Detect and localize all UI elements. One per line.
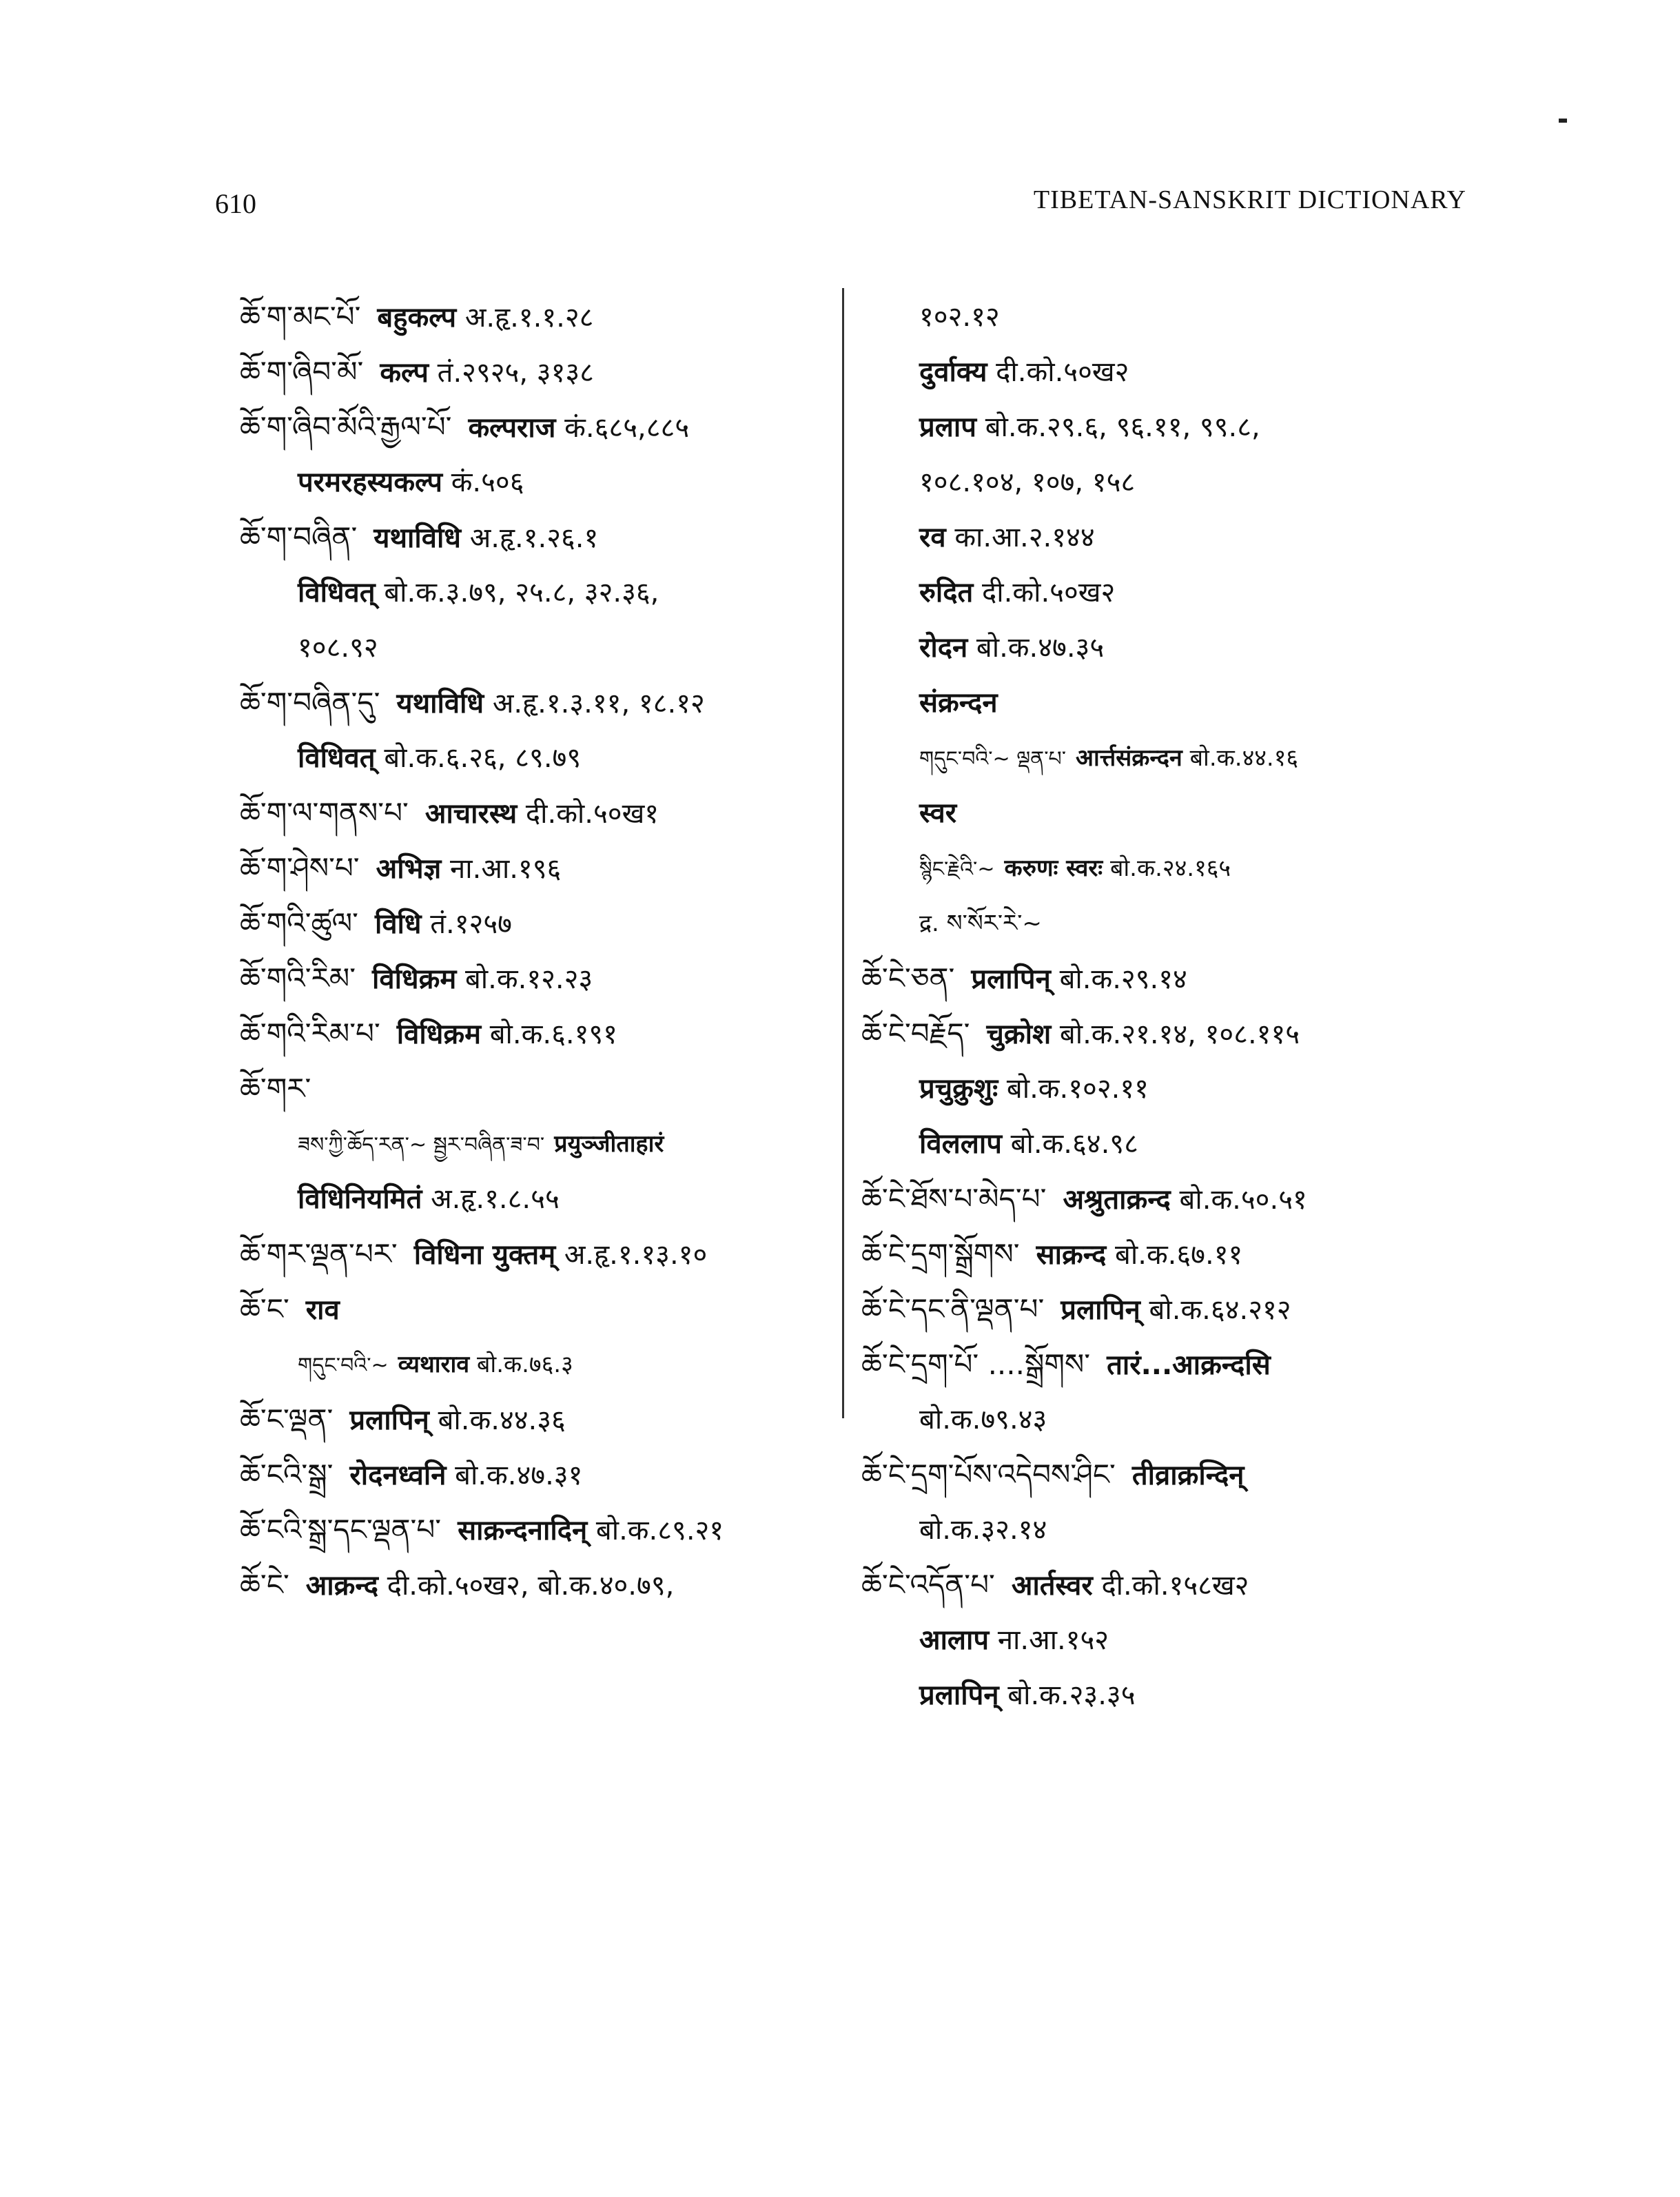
cross-reference: द्र. ས་སོར་རེ་~ <box>919 910 1042 937</box>
tibetan-headword: ཆོ་ང་ལྡན་ <box>240 1402 334 1436</box>
sanskrit-equivalent: प्रचुक्रुशुः <box>919 1073 998 1105</box>
entry-line <box>861 675 1482 730</box>
source-reference: बो.क.६४.२१२ <box>1149 1294 1291 1326</box>
source-reference: अ.हृ.१.८.५५ <box>431 1183 560 1215</box>
entry-line <box>861 1392 1482 1447</box>
source-reference: बो.क.७६.३ <box>476 1351 573 1378</box>
entry-line <box>861 565 1482 620</box>
sanskrit-equivalent: तीव्राक्रन्दिन् <box>1131 1460 1244 1491</box>
sanskrit-equivalent: कल्प <box>380 357 429 389</box>
sanskrit-equivalent: कल्पराज <box>468 412 556 444</box>
source-reference: बो.क.१०२.११ <box>1006 1073 1149 1105</box>
page-number: 610 <box>215 188 256 219</box>
tibetan-headword: ཆོ་གའི་རིམ་ <box>240 961 356 995</box>
entry-line <box>240 1557 832 1613</box>
sanskrit-equivalent: अश्रुताक्रन्द <box>1063 1184 1171 1216</box>
tibetan-headword: ཆོ་ངའི་སྒྲ་ <box>240 1458 334 1491</box>
tibetan-headword: ཆོ་གའི་རིམ་པ་ <box>240 1016 380 1050</box>
entry-line <box>861 1447 1482 1502</box>
entry-line <box>240 730 832 786</box>
source-reference: अ.हृ.१.१३.१० <box>564 1239 708 1271</box>
source-reference: बो.क.२३.३५ <box>1007 1679 1136 1711</box>
sanskrit-equivalent: आक्रन्द <box>305 1570 378 1602</box>
entry-line <box>240 400 832 455</box>
sanskrit-equivalent: आलाप <box>919 1624 990 1656</box>
sanskrit-equivalent: प्रलापिन् <box>1061 1294 1140 1326</box>
tibetan-headword: ཆོ་ངེ་དང་ནི་ལྡན་པ་ <box>861 1292 1045 1326</box>
tibetan-headword: ཆོ་ངེ་ <box>240 1568 289 1602</box>
sanskrit-equivalent: आचारस्थ <box>424 798 518 830</box>
sanskrit-equivalent: चुक्रोश <box>986 1019 1052 1050</box>
source-reference: बो.क.२९.६, ९६.११, ९९.८, <box>985 411 1260 443</box>
sanskrit-equivalent: विधिक्रम <box>372 963 457 995</box>
source-reference: बो.क.२१.१४, १०८.११५ <box>1059 1019 1300 1050</box>
entry-line <box>240 786 832 841</box>
source-reference: बो.क.२४.१६५ <box>1109 855 1231 882</box>
sanskrit-equivalent: प्रलापिन् <box>971 963 1051 995</box>
sanskrit-equivalent: विधिवत् <box>298 742 376 774</box>
entry-line <box>861 1172 1482 1227</box>
tibetan-headword: ཆོ་ག་ཞིབ་མོ་ <box>240 355 364 389</box>
source-reference: बो.क.४७.३१ <box>455 1460 583 1491</box>
tibetan-headword: ཆོ་ངེ་དྲག་པོས་འདེབས་ཤིང་ <box>861 1458 1116 1491</box>
source-reference: बो.क.४४.१६ <box>1189 744 1299 772</box>
sanskrit-equivalent: विललाप <box>919 1128 1002 1160</box>
tibetan-headword: ཆོ་གར་ <box>240 1072 311 1105</box>
left-column <box>240 289 832 1613</box>
tibetan-headword: ཆོ་ངེ་དྲག་པོ་ ....སྒྲོགས་ <box>861 1347 1091 1381</box>
scan-mark <box>1559 119 1567 123</box>
source-reference: बो.क.५०.५१ <box>1179 1184 1307 1216</box>
entry-line <box>861 620 1482 675</box>
source-reference: कं.५०६ <box>451 467 524 498</box>
entry-line <box>240 675 832 730</box>
entry-line <box>861 289 1482 345</box>
sanskrit-equivalent: अभिज्ञ <box>376 853 442 885</box>
entry-line <box>240 1502 832 1557</box>
source-reference: बो.क.६.१९१ <box>489 1019 617 1050</box>
entry-line <box>240 841 832 896</box>
entry-line <box>861 1613 1482 1668</box>
entry-line <box>861 1502 1482 1557</box>
sanskrit-equivalent: प्रलाप <box>919 411 976 443</box>
tibetan-headword: ཆོ་ག་ལ་གནས་པ་ <box>240 796 409 830</box>
tibetan-phrase: ཟས་ཀྱི་ཆོད་རན་~ སྦྱར་བཞིན་ཟ་བ་ <box>298 1133 545 1157</box>
entry-line <box>861 1668 1482 1723</box>
sanskrit-equivalent: परमरहस्यकल्प <box>298 467 442 498</box>
source-reference: बो.क.१२.२३ <box>464 963 593 995</box>
entry-line <box>861 1557 1482 1613</box>
tibetan-headword: ཆོ་ངའི་སྒྲ་དང་ལྡན་པ་ <box>240 1513 442 1546</box>
tibetan-headword: ཆོ་ངེ་བརྗོད་ <box>861 1016 970 1050</box>
entry-line <box>861 1116 1482 1172</box>
entry-line <box>240 565 832 620</box>
entry-line <box>240 345 832 400</box>
source-reference: अ.हृ.१.३.११, १८.१२ <box>492 688 705 719</box>
entry-line <box>861 1337 1482 1392</box>
source-reference: बो.क.६४.९८ <box>1010 1128 1138 1160</box>
sanskrit-equivalent: व्यथाराव <box>398 1351 470 1378</box>
sanskrit-equivalent: राव <box>305 1294 340 1326</box>
entry-line <box>240 1227 832 1282</box>
sanskrit-equivalent: विधिना युक्तम् <box>413 1239 556 1271</box>
sanskrit-equivalent: विधिक्रम <box>396 1019 481 1050</box>
sanskrit-equivalent: संक्रन्दन <box>919 687 998 719</box>
source-reference: ना.आ.१५२ <box>997 1624 1109 1656</box>
tibetan-headword: ཆོ་ངེ་ཐོས་པ་མེད་པ་ <box>861 1182 1047 1216</box>
entry-line <box>240 1006 832 1061</box>
source-reference: दी.को.५०ख२ <box>996 356 1129 388</box>
sanskrit-equivalent: आर्त्तसंक्रन्दन <box>1076 744 1182 772</box>
source-reference: १०२.१२ <box>919 301 1000 333</box>
sanskrit-equivalent: प्रलापिन् <box>349 1404 429 1436</box>
entry-line <box>240 289 832 345</box>
tibetan-phrase: སྙིང་རྗེའི་~ <box>919 857 995 881</box>
tibetan-phrase: གདུང་བའི་~ ལྡན་པ་ <box>919 747 1067 771</box>
entry-line <box>240 1172 832 1227</box>
entry-line <box>240 620 832 675</box>
source-reference: बो.क.७९.४३ <box>919 1404 1047 1435</box>
entry-line <box>240 1061 832 1116</box>
entry-line <box>240 1392 832 1447</box>
source-reference: १०८.९२ <box>298 632 378 664</box>
sanskrit-equivalent: यथाविधि <box>373 522 461 554</box>
tibetan-headword: ཆོ་ངེ་འདོན་པ་ <box>861 1568 995 1602</box>
sanskrit-equivalent: दुर्वाक्य <box>919 356 987 388</box>
source-reference: दी.को.५०ख२ <box>982 577 1116 609</box>
source-reference: दी.को.५०ख२, बो.क.४०.७९, <box>387 1570 675 1602</box>
sanskrit-equivalent: प्रयुञ्जीताहारं <box>554 1130 664 1158</box>
sanskrit-equivalent: विधिनियमितं <box>298 1183 422 1215</box>
source-reference: बो.क.८९.२१ <box>595 1515 724 1546</box>
source-reference: अ.हृ.१.१.२८ <box>464 302 594 334</box>
sanskrit-equivalent: करुणः स्वरः <box>1004 855 1103 882</box>
source-reference: कं.६८५,८८५ <box>564 412 690 444</box>
source-reference: बो.क.६.२६, ८९.७९ <box>384 742 582 774</box>
source-reference: दी.को.५०ख१ <box>525 798 659 830</box>
entry-line <box>240 1282 832 1337</box>
entry-line <box>861 1061 1482 1116</box>
tibetan-headword: ཆོ་ག་ཞིབ་མོའི་རྒྱལ་པོ་ <box>240 410 452 444</box>
entry-line <box>861 345 1482 400</box>
tibetan-headword: ཆོ་ངེ་ཅན་ <box>861 961 955 995</box>
source-reference: बो.क.२९.१४ <box>1059 963 1187 995</box>
entry-line <box>240 1337 832 1392</box>
source-reference: १०८.१०४, १०७, १५८ <box>919 467 1136 498</box>
sanskrit-equivalent: विधिवत् <box>298 577 376 609</box>
source-reference: बो.क.३.७९, २५.८, ३२.३६, <box>384 577 659 609</box>
tibetan-headword: ཆོ་ག་བཞིན་ <box>240 520 358 554</box>
source-reference: तं.२९२५, ३१३८ <box>437 357 594 389</box>
entry-line <box>240 510 832 565</box>
sanskrit-equivalent: स्वर <box>919 797 957 829</box>
right-column <box>861 289 1482 1723</box>
entry-line <box>861 510 1482 565</box>
entry-line <box>240 896 832 951</box>
entry-line <box>861 400 1482 455</box>
source-reference: तं.१२५७ <box>430 908 512 940</box>
sanskrit-equivalent: प्रलापिन् <box>919 1679 999 1711</box>
entry-line <box>240 455 832 510</box>
entry-line <box>861 786 1482 841</box>
source-reference: दी.को.१५८ख२ <box>1101 1570 1249 1602</box>
tibetan-phrase: གདུང་བའི་~ <box>298 1353 389 1378</box>
sanskrit-equivalent: आर्तस्वर <box>1011 1570 1093 1602</box>
sanskrit-equivalent: रुदित <box>919 577 974 609</box>
entry-line <box>861 1006 1482 1061</box>
entry-line <box>240 951 832 1006</box>
entry-line <box>861 896 1482 951</box>
source-reference: बो.क.३२.१४ <box>919 1514 1047 1546</box>
source-reference: बो.क.४४.३६ <box>438 1404 566 1436</box>
entry-line <box>861 841 1482 896</box>
sanskrit-equivalent: यथाविधि <box>396 688 484 719</box>
tibetan-headword: ཆོ་ག་ཤེས་པ་ <box>240 851 360 885</box>
running-title: TIBETAN-SANSKRIT DICTIONARY <box>1033 185 1466 214</box>
sanskrit-equivalent: विधि <box>374 908 422 940</box>
sanskrit-equivalent: तारं...आक्रन्दसि <box>1107 1349 1271 1381</box>
sanskrit-equivalent: रोदनध्वनि <box>349 1460 447 1491</box>
tibetan-headword: ཆོ་གར་ལྡན་པར་ <box>240 1237 398 1271</box>
entry-line <box>861 730 1482 786</box>
sanskrit-equivalent: बहुकल्प <box>377 302 457 334</box>
sanskrit-equivalent: रव <box>919 522 946 553</box>
tibetan-headword: ཆོ་ངེ་དྲག་སྒྲོགས་ <box>861 1237 1020 1271</box>
entry-line <box>861 951 1482 1006</box>
source-reference: बो.क.४७.३५ <box>976 632 1105 664</box>
source-reference: ना.आ.१९६ <box>450 853 562 885</box>
tibetan-headword: ཆོ་གའི་ཚུལ་ <box>240 906 358 940</box>
entry-line <box>861 1227 1482 1282</box>
entry-line <box>240 1116 832 1172</box>
entry-line <box>240 1447 832 1502</box>
sanskrit-equivalent: रोदन <box>919 632 968 664</box>
sanskrit-equivalent: साक्रन्दनादिन् <box>458 1515 588 1546</box>
entry-line <box>861 1282 1482 1337</box>
source-reference: अ.हृ.१.२६.१ <box>469 522 599 554</box>
sanskrit-equivalent: साक्रन्द <box>1036 1239 1107 1271</box>
column-divider <box>842 288 844 1418</box>
source-reference: का.आ.२.१४४ <box>954 522 1095 553</box>
tibetan-headword: ཆོ་ག་བཞིན་དུ་ <box>240 686 380 719</box>
tibetan-headword: ཆོ་ང་ <box>240 1292 289 1326</box>
tibetan-headword: ཆོ་ག་མང་པོ་ <box>240 300 361 334</box>
source-reference: बो.क.६७.११ <box>1115 1239 1243 1271</box>
entry-line <box>861 455 1482 510</box>
